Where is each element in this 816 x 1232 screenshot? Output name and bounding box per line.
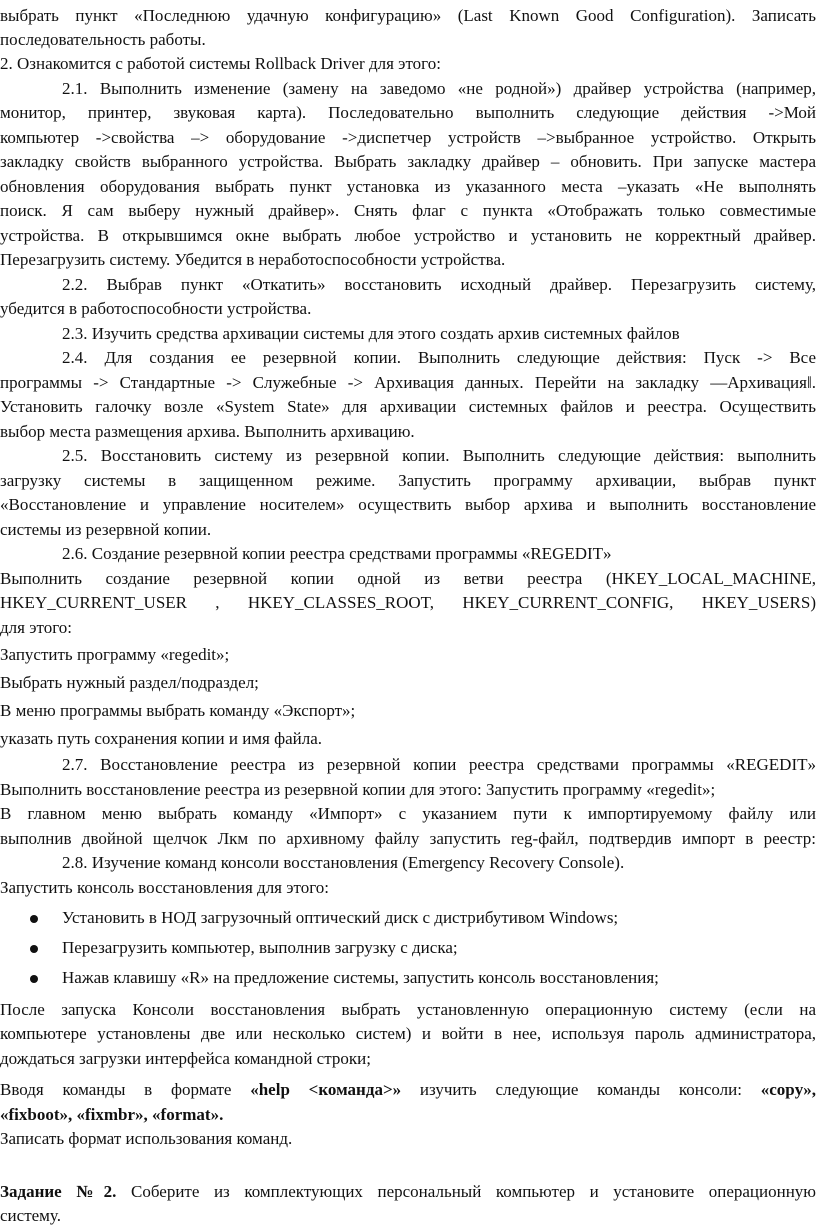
text-line: загрузку системы в защищенном режиме. Запустить программу архивации, выбрав пункт <box>0 471 816 490</box>
bold-command: «fixboot», «fixmbr», «format». <box>0 1105 224 1124</box>
text-line: Выполнить восстановление реестра из резервной копии для этого: Запустить программу «regedit»; <box>0 780 716 799</box>
text-line: HKEY_CURRENT_USER , HKEY_CLASSES_ROOT, HKEY_CURRENT_CONFIG, HKEY_USERS) <box>0 593 816 612</box>
text-line: выбор места размещения архива. Выполнить архивацию. <box>0 422 415 441</box>
text-line: Перезагрузить систему. Убедится в неработоспособности устройства. <box>0 250 506 269</box>
text-line: компьютере установлены две или несколько систем) и войти в нее, используя пароль администратора, <box>0 1024 816 1043</box>
text-line: Установить галочку возле «System State» для архивации системных файлов и реестра. Осуществить <box>0 397 816 416</box>
text-line: 2.7. Восстановление реестра из резервной копии реестра средствами программы «REGEDIT» <box>62 755 816 774</box>
text-run: Соберите из комплектующих персональный компьютер и установите операционную <box>116 1182 816 1201</box>
text-line: Выполнить создание резервной копии одной из ветви реестра (HKEY_LOCAL_MACHINE, <box>0 569 816 588</box>
text-line: Выбрать нужный раздел/подраздел; <box>0 673 259 692</box>
text-line: поиск. Я сам выберу нужный драйвер». Снять флаг с пункта «Отображать только совместимые <box>0 201 816 220</box>
text-line: 2.8. Изучение команд консоли восстановления (Emergency Recovery Console). <box>62 853 625 872</box>
bold-command: «copy», <box>760 1080 816 1099</box>
bold-command: «help <команда>» <box>250 1080 402 1099</box>
bullet-icon <box>30 945 38 953</box>
task-heading: Задание №2. <box>0 1182 117 1201</box>
text-line: указать путь сохранения копии и имя файла. <box>0 729 323 748</box>
text-run: изучить следующие команды консоли: <box>401 1080 761 1099</box>
text-run: Вводя команды в формате <box>0 1080 251 1099</box>
text-line: «Восстановление и управление носителем» осуществить выбор архива и выполнить восстановление <box>0 495 816 514</box>
text-line: В главном меню выбрать команду «Импорт» с указанием пути к импортируемому файлу или <box>0 804 816 823</box>
list-item: Перезагрузить компьютер, выполнив загрузку с диска; <box>62 938 458 957</box>
text-line: компьютер ->свойства –> оборудование ->диспетчер устройств –>выбранное устройство. Открыть <box>0 128 816 147</box>
text-line: 2.4. Для создания ее резервной копии. Выполнить следующие действия: Пуск -> Все <box>62 348 816 367</box>
text-line: для этого: <box>0 618 72 637</box>
text-line: закладку свойств выбранного устройства. Выбрать закладку драйвер – обновить. При запуске мастера <box>0 152 816 171</box>
text-line: Запустить программу «regedit»; <box>0 645 230 664</box>
list-item: Нажав клавишу «R» на предложение системы, запустить консоль восстановления; <box>62 968 659 987</box>
text-line: монитор, принтер, звуковая карта). Последовательно выполнить следующие действия ->Мой <box>0 103 816 122</box>
text-line: системы из резервной копии. <box>0 520 212 539</box>
text-line: 2.6. Создание резервной копии реестра средствами программы «REGEDIT» <box>62 544 612 563</box>
bullet-icon <box>30 975 38 983</box>
text-line: программы -> Стандартные -> Служебные -> Архивация данных. Перейти на закладку ―Архивация‖. <box>0 373 816 392</box>
text-line: 2.5. Восстановить систему из резервной копии. Выполнить следующие действия: выполнить <box>62 446 816 465</box>
text-line: дождаться загрузки интерфейса командной строки; <box>0 1049 371 1068</box>
text-line: 2.1. Выполнить изменение (замену на заведомо «не родной») драйвер устройства (например, <box>62 79 816 98</box>
bullet-icon <box>30 915 38 923</box>
text-line: Запустить консоль восстановления для этого: <box>0 878 330 897</box>
text-line: 2.2. Выбрав пункт «Откатить» восстановить исходный драйвер. Перезагрузить систему, <box>62 275 816 294</box>
text-line: систему. <box>0 1206 61 1225</box>
text-line: После запуска Консоли восстановления выбрать установленную операционную систему (если на <box>0 1000 816 1019</box>
text-line: устройства. В открывшимся окне выбрать любое устройство и установить не корректный драйвер. <box>0 226 816 245</box>
text-line: 2.3. Изучить средства архивации системы для этого создать архив системных файлов <box>62 324 680 343</box>
text-line <box>0 1180 816 1205</box>
text-line: убедится в работоспособности устройства. <box>0 299 312 318</box>
text-line: последовательность работы. <box>0 30 206 49</box>
list-item: Установить в НОД загрузочный оптический диск с дистрибутивом Windows; <box>62 908 619 927</box>
text-line: выполнив двойной щелчок Лкм по архивному файлу запустить reg-файл, подтвердив импорт в реестр: <box>0 829 816 848</box>
text-line: выбрать пункт «Последнюю удачную конфигурацию» (Last Known Good Configuration). Записать <box>0 6 816 25</box>
text-line: 2. Ознакомится с работой системы Rollback Driver для этого: <box>0 54 441 73</box>
text-line: Записать формат использования команд. <box>0 1129 293 1148</box>
text-line <box>0 1103 816 1128</box>
text-line: обновления оборудования выбрать пункт установка из указанного места –указать «Не выполнять <box>0 177 816 196</box>
text-line: В меню программы выбрать команду «Экспорт»; <box>0 701 356 720</box>
text-line <box>0 1078 816 1103</box>
